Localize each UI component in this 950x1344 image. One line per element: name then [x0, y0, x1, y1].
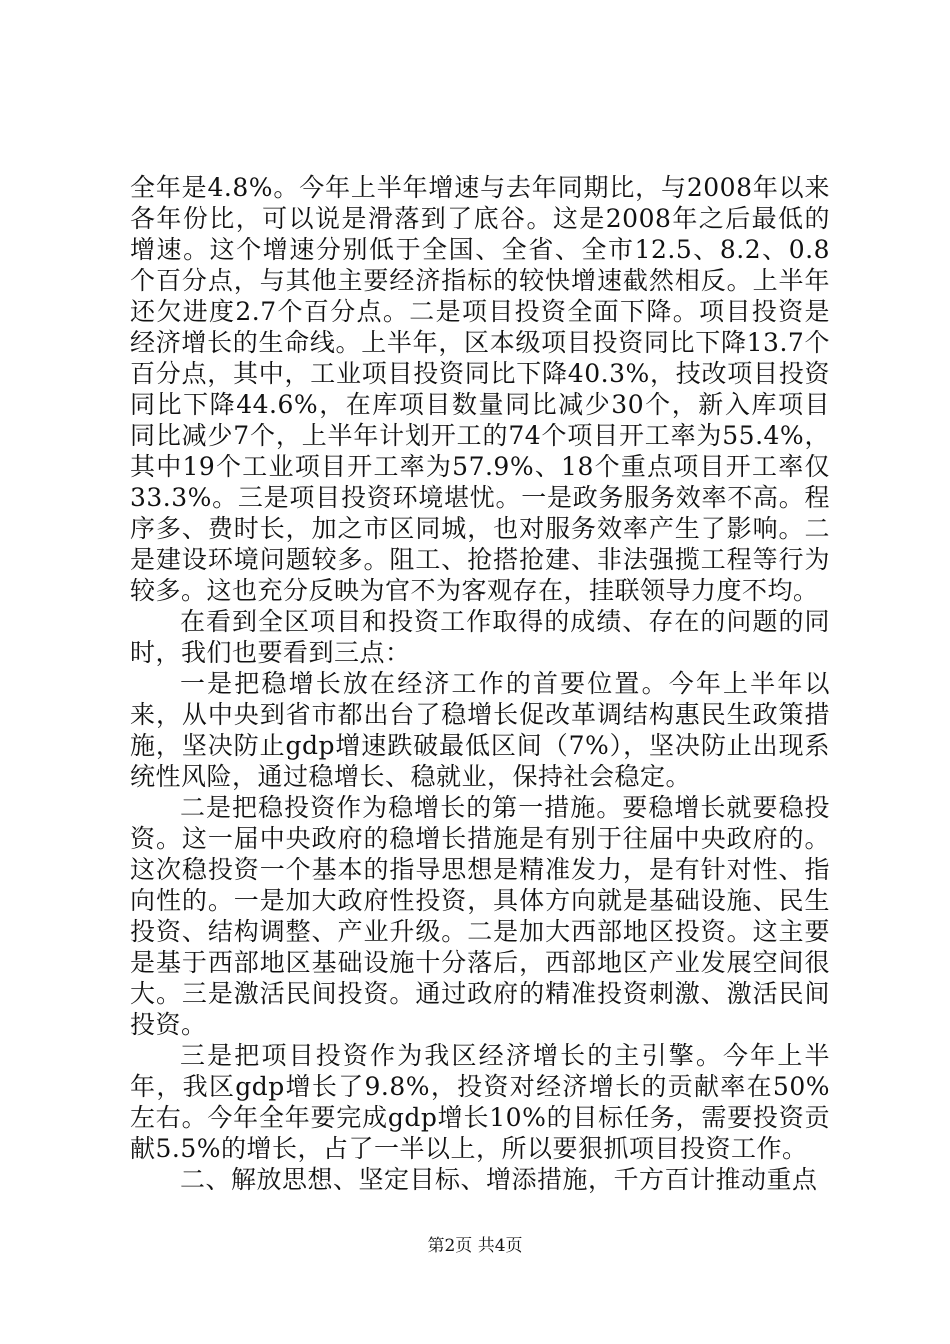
- section-heading: 二、解放思想、坚定目标、增添措施，千方百计推动重点: [180, 1165, 818, 1194]
- document-body: [130, 172, 830, 1195]
- paragraph-3: 一是把稳增长放在经济工作的首要位置。今年上半年以来，从中央到省市都出台了稳增长促改革调结构惠民生政策措施，坚决防止gdp增速跌破最低区间（7%），坚决防止出现系统性风险，通过稳增长、稳就业，保持社会稳定。: [130, 669, 830, 791]
- paragraph-4: 二是把稳投资作为稳增长的第一措施。要稳增长就要稳投资。这一届中央政府的稳增长措施是有别于往届中央政府的。这次稳投资一个基本的指导思想是精准发力，是有针对性、指向性的。一是加大政府性投资，具体方向就是基础设施、民生投资、结构调整、产业升级。二是加大西部地区投资。这主要是基于西部地区基础设施十分落后，西部地区产业发展空间很大。三是激活民间投资。通过政府的精准投资刺激、激活民间投资。: [130, 793, 830, 1039]
- paragraph-5: 三是把项目投资作为我区经济增长的主引擎。今年上半年，我区gdp增长了9.8%，投资对经济增长的贡献率在50%左右。今年全年要完成gdp增长10%的目标任务，需要投资贡献5.5%的增长，占了一半以上，所以要狠抓项目投资工作。: [130, 1041, 830, 1163]
- paragraph-1: 全年是4.8%。今年上半年增速与去年同期比，与2008年以来各年份比，可以说是滑落到了底谷。这是2008年之后最低的增速。这个增速分别低于全国、全省、全市12.5、8.2、0.8个百分点，与其他主要经济指标的较快增速截然相反。上半年还欠进度2.7个百分点。二是项目投资全面下降。项目投资是经济增长的生命线。上半年，区本级项目投资同比下降13.7个百分点，其中，工业项目投资同比下降40.3%，技改项目投资同比下降44.6%，在库项目数量同比减少30个，新入库项目同比减少7个，上半年计划开工的74个项目开工率为55.4%，其中19个工业项目开工率为57.9%、18个重点项目开工率仅33.3%。三是项目投资环境堪忧。一是政务服务效率不高。程序多、费时长，加之市区同城，也对服务效率产生了影响。二是建设环境问题较多。阻工、抢搭抢建、非法强揽工程等行为较多。这也充分反映为官不为客观存在，挂联领导力度不均。: [130, 173, 830, 605]
- page-number: 第2页 共4页: [427, 1236, 523, 1256]
- paragraph-2: 在看到全区项目和投资工作取得的成绩、存在的问题的同时，我们也要看到三点：: [130, 607, 830, 667]
